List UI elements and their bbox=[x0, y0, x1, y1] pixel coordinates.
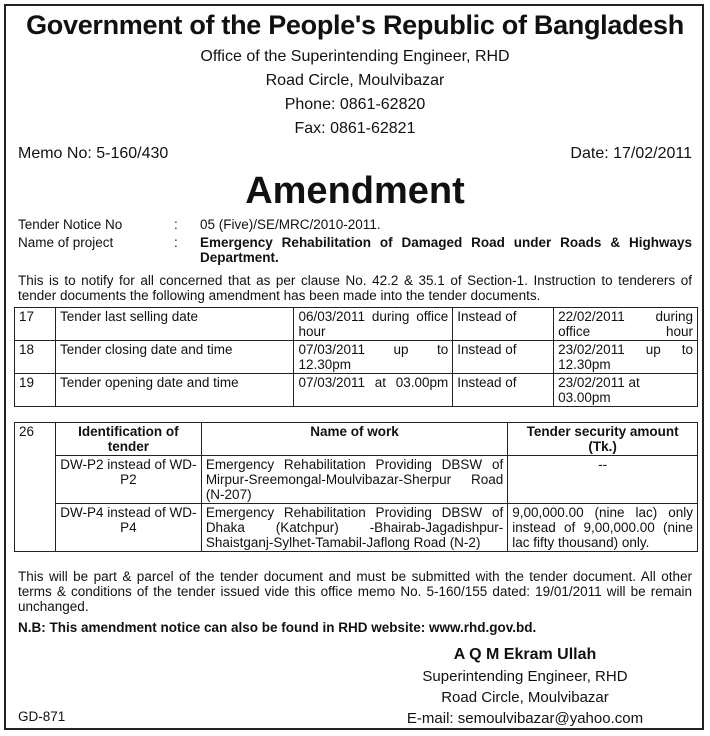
nb-note: N.B: This amendment notice can also be found in RHD website: www.rhd.gov.bd. bbox=[18, 620, 537, 635]
security-amount: -- bbox=[508, 456, 698, 504]
notice-title: Amendment bbox=[245, 170, 465, 212]
date-changes-table bbox=[14, 307, 698, 407]
table-header-row bbox=[15, 423, 698, 456]
signatory-circle: Road Circle, Moulvibazar bbox=[441, 689, 609, 706]
row-item: Tender opening date and time bbox=[55, 374, 294, 407]
row-new-date: 07/03/2011 at 03.00pm bbox=[294, 374, 453, 407]
row-number: 17 bbox=[15, 308, 56, 341]
memo-number: Memo No: 5-160/430 bbox=[18, 145, 169, 162]
row-old-date: 23/02/2011 at 03.00pm bbox=[554, 374, 698, 407]
project-colon: : bbox=[174, 235, 178, 250]
memo-date: Date: 17/02/2011 bbox=[570, 145, 692, 162]
tender-id: DW-P4 instead of WD-P4 bbox=[55, 504, 201, 552]
fax-number: Fax: 0861-62821 bbox=[294, 120, 416, 137]
signatory-name: A Q M Ekram Ullah bbox=[453, 646, 597, 663]
work-name: Emergency Rehabilitation Providing DBSW of Mirpur-Sreemongal-Moulvibazar-Sherpur Road (N-207) bbox=[201, 456, 507, 504]
government-heading: Government of the People's Republic of Bangladesh bbox=[26, 10, 684, 40]
header-security-amount: Tender security amount (Tk.) bbox=[508, 423, 698, 456]
phone-number: Phone: 0861-62820 bbox=[284, 96, 426, 113]
signatory-title: Superintending Engineer, RHD bbox=[422, 668, 628, 685]
project-label: Name of project bbox=[18, 235, 114, 250]
row-new-date: 06/03/2011 during office hour bbox=[294, 308, 453, 341]
row-new-date: 07/03/2011 up to 12.30pm bbox=[294, 341, 453, 374]
table-row bbox=[15, 308, 698, 341]
works-table bbox=[14, 422, 698, 552]
intro-paragraph: This is to notify for all concerned that as per clause No. 42.2 & 35.1 of Section-1. Instruction to tenderers of tender documents the following amendment has been made into the tender documents. bbox=[18, 273, 692, 303]
item-number: 26 bbox=[15, 423, 56, 552]
project-value: Emergency Rehabilitation of Damaged Road under Roads & Highways Department. bbox=[200, 235, 692, 265]
row-separator: Instead of bbox=[453, 341, 554, 374]
row-separator: Instead of bbox=[453, 374, 554, 407]
table-row bbox=[15, 374, 698, 407]
table-row bbox=[15, 504, 698, 552]
closing-paragraph: This will be part & parcel of the tender document and must be submitted with the tender document. All other terms & conditions of the tender issued vide this office memo No. 5-160/155 dated: 19/01/2011 will be remain unchanged. bbox=[18, 569, 692, 614]
office-name: Office of the Superintending Engineer, RHD bbox=[200, 48, 510, 65]
work-name: Emergency Rehabilitation Providing DBSW of Dhaka (Katchpur) -Bhairab-Jagadishpur-Shaistganj-Sylhet-Tamabil-Jaflong Road (N-2) bbox=[201, 504, 507, 552]
reference-code: GD-871 bbox=[18, 709, 66, 724]
table-row bbox=[15, 456, 698, 504]
header-identification: Identification of tender bbox=[55, 423, 201, 456]
row-old-date: 22/02/2011 during office hour bbox=[554, 308, 698, 341]
tender-notice-value: 05 (Five)/SE/MRC/2010-2011. bbox=[200, 217, 381, 232]
header-name-of-work: Name of work bbox=[201, 423, 507, 456]
row-number: 18 bbox=[15, 341, 56, 374]
row-item: Tender closing date and time bbox=[55, 341, 294, 374]
row-separator: Instead of bbox=[453, 308, 554, 341]
row-item: Tender last selling date bbox=[55, 308, 294, 341]
security-amount: 9,00,000.00 (nine lac) only instead of 9,00,000.00 (nine lac fifty thousand) only. bbox=[508, 504, 698, 552]
row-number: 19 bbox=[15, 374, 56, 407]
circle-name: Road Circle, Moulvibazar bbox=[265, 72, 445, 89]
tender-notice-label: Tender Notice No bbox=[18, 217, 123, 232]
row-old-date: 23/02/2011 up to 12.30pm bbox=[554, 341, 698, 374]
tender-notice-colon: : bbox=[174, 217, 178, 232]
signatory-email: E-mail: semoulvibazar@yahoo.com bbox=[406, 710, 644, 727]
table-row bbox=[15, 341, 698, 374]
tender-id: DW-P2 instead of WD-P2 bbox=[55, 456, 201, 504]
